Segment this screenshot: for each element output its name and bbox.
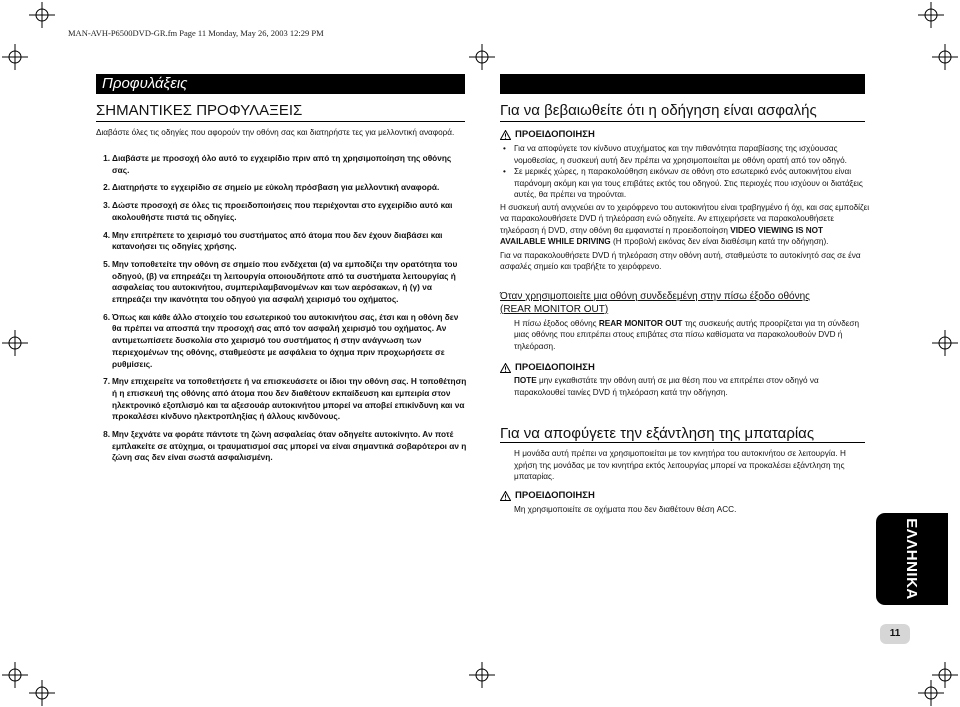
paragraph: Μη χρησιμοποιείτε σε οχήματα που δεν διαθέτουν θέση ACC. xyxy=(514,505,737,514)
registration-mark-icon xyxy=(2,330,28,356)
registration-mark-icon xyxy=(918,680,944,706)
registration-mark-icon xyxy=(2,44,28,70)
heading-rule xyxy=(500,442,865,443)
list-item: 3. Δώστε προσοχή σε όλες τις προειδοποιήσεις που περιέχονται στο εγχειρίδιο αυτό και ακολουθήστε πιστά τις οδηγίες. xyxy=(103,200,453,222)
paragraph: Η συσκευή αυτή ανιχνεύει αν το χειρόφρενο του αυτοκινήτου είναι τραβηγμένο ή όχι, και σας εμποδίζει να παρακολουθήσετε DVD ή τηλεόραση ενώ οδηγείτε. Αν επιχειρήσετε να παρακολουθήσετε τηλεόραση ή DVD, στην οθόνη θα εμφανιστεί η προειδοποίηση VIDEO VIEWING IS NOT AVAILABLE WHILE DRIVING (Η προβολή εικόνας δεν είναι διαθέσιμη κατά την οδήγηση). xyxy=(500,202,870,246)
file-header-line: MAN-AVH-P6500DVD-GR.fm Page 11 Monday, May 26, 2003 12:29 PM xyxy=(68,28,324,38)
list-item: 4. Μην επιτρέπετε το χειρισμό του συστήματος από άτομα που δεν έχουν διαβάσει και κατανοήσει τις οδηγίες χρήσης. xyxy=(103,229,443,252)
right-column-top xyxy=(500,129,870,398)
intro-text: Διαβάστε όλες τις οδηγίες που αφορούν την οθόνη σας και διατηρήστε τες για μελλοντική αναφορά. xyxy=(96,128,455,137)
section-band xyxy=(96,74,465,94)
list-item: 7. Μην επιχειρείτε να τοποθετήσετε ή να επισκευάσετε οι ίδιοι την οθόνη σας. Η τοποθέτηση ή η επισκευή της οθόνης από άτομα που δεν διαθέτουν εκπαίδευση και εμπειρία στον ηλεκτρονικό εξοπλισμό και τα αξεσουάρ αυτοκινήτου μπορεί να αποβεί επικίνδυνη και να προκαλέσει κίνδυνο ηλεκτροπληξίας ή άλλους κινδύνους. xyxy=(103,376,467,422)
heading-rule xyxy=(500,121,865,122)
language-tab-label: ΕΛΛΗΝΙΚΑ xyxy=(903,518,921,600)
paragraph: Η μονάδα αυτή πρέπει να χρησιμοποιείται με τον κινητήρα του αυτοκινήτου σε λειτουργία. Η χρήση της μονάδας με τον κινητήρα εκτός λειτουργίας μπορεί να προκαλέσει εξάντληση της μπαταρίας. xyxy=(514,449,846,481)
list-item: 5. Μην τοποθετείτε την οθόνη σε σημείο που ενδέχεται (α) να εμποδίζει την ορατότητα του οδηγού, (β) να επηρεάζει τη λειτουργία οποιουδήποτε από τα συστήματα λειτουργίας ή ασφαλείας του αυτοκινήτου, συμπεριλαμβανομένων και των αερόσακων, ή (γ) να επηρεάζει την ικανότητα του οδηγού για ασφαλή χειρισμό του οχήματος. xyxy=(103,258,458,305)
list-item: 6. Όπως και κάθε άλλο στοιχείο του εσωτερικού του αυτοκινήτου σας, έτσι και η οθόνη δεν θα πρέπει να αποσπά την προσοχή σας από τον ασφαλή χειρισμό του οχήματος. Αν αντιμετωπίσετε δυσκολία στο χειρισμό του συστήματος ή στην ανάγνωση των περιεχομένων της οθόνης, σταθμεύστε με ασφάλεια το όχημα πριν προχωρήσετε σε ρυθμίσεις. xyxy=(103,311,459,369)
paragraph: Η πίσω έξοδος οθόνης REAR MONITOR OUT της συσκευής αυτής προορίζεται για τη σύνδεση μιας οθόνης που επιτρέπει στους επιβάτες στα πίσω καθίσματα να παρακολουθούν DVD ή τηλεόραση. xyxy=(514,318,860,351)
warning-triangle-icon xyxy=(500,363,511,373)
list-item: • Για να αποφύγετε τον κίνδυνο ατυχήματος και την πιθανότητα παραβίασης της ισχύουσας νομοθεσίας, η συσκευή αυτή δεν πρέπει να χρησιμοποιείται με οθόνη ορατή από τον οδηγό. xyxy=(500,143,870,166)
caution-heading: ΠΡΟΕΙΔΟΠΟΙΗΣΗ xyxy=(500,362,870,373)
language-tab xyxy=(876,513,948,605)
registration-mark-icon xyxy=(2,662,28,688)
section-heading: Για να βεβαιωθείτε ότι η οδήγηση είναι ασφαλής xyxy=(500,102,817,119)
section-band xyxy=(500,74,865,94)
warning-triangle-icon xyxy=(500,491,511,501)
registration-mark-icon xyxy=(29,680,55,706)
caution-heading: ΠΡΟΕΙΔΟΠΟΙΗΣΗ xyxy=(500,490,595,501)
heading-rule xyxy=(96,121,465,122)
paragraph: ΠΟΤΕ μην εγκαθιστάτε την οθόνη αυτή σε μια θέση που να επιτρέπει στον οδηγό να παρακολουθεί ταινίες DVD ή τηλεόραση κατά την οδήγηση. xyxy=(514,376,819,397)
caution-bullets xyxy=(500,143,870,201)
paragraph: Για να παρακολουθήσετε DVD ή τηλεόραση στην οθόνη αυτή, σταθμεύστε το αυτοκίνητό σας σε ένα ασφαλές σημείο και τραβήξτε το χειρόφρενο. xyxy=(500,250,861,271)
registration-mark-icon xyxy=(918,2,944,28)
section-heading: Για να αποφύγετε την εξάντληση της μπαταρίας xyxy=(500,425,815,442)
section-title: Προφυλάξεις xyxy=(102,75,188,92)
registration-mark-icon xyxy=(469,44,495,70)
list-item: 1. Διαβάστε με προσοχή όλο αυτό το εγχειρίδιο πριν από τη χρησιμοποίηση της οθόνης σας. xyxy=(103,153,452,175)
list-item: 2. Διατηρήστε το εγχειρίδιο σε σημείο με εύκολη πρόσβαση για μελλοντική αναφορά. xyxy=(103,182,440,193)
precautions-list xyxy=(96,153,468,470)
registration-mark-icon xyxy=(469,662,495,688)
registration-mark-icon xyxy=(932,44,958,70)
registration-mark-icon xyxy=(29,2,55,28)
list-item: • Σε μερικές χώρες, η παρακολούθηση εικόνων σε οθόνη στο εσωτερικό ενός αυτοκινήτου είναι παράνομη ακόμη και για τους επιβάτες εκτός του οδηγού. Στις περιοχές που ισχύουν οι διατάξεις αυτές, θα πρέπει να τηρούνται. xyxy=(500,166,870,201)
subsection-heading: Όταν χρησιμοποιείτε μια οθόνη συνδεδεμένη στην πίσω έξοδο οθόνης (REAR MONITOR OUT) xyxy=(500,290,810,315)
registration-mark-icon xyxy=(932,330,958,356)
warning-triangle-icon xyxy=(500,130,511,140)
page-heading: ΣΗΜΑΝΤΙΚΕΣ ΠΡΟΦΥΛΑΞΕΙΣ xyxy=(96,102,303,119)
caution-heading: ΠΡΟΕΙΔΟΠΟΙΗΣΗ xyxy=(500,129,870,140)
page-number: 11 xyxy=(880,624,910,644)
list-item: 8. Μην ξεχνάτε να φοράτε πάντοτε τη ζώνη ασφαλείας όταν οδηγείτε αυτοκίνητο. Αν ποτέ εμπλακείτε σε ατύχημα, οι τραυματισμοί σας μπορεί να είναι σημαντικά σοβαρότεροι αν η ζώνη σας δεν είναι σωστά ασφαλισμένη. xyxy=(103,429,467,463)
